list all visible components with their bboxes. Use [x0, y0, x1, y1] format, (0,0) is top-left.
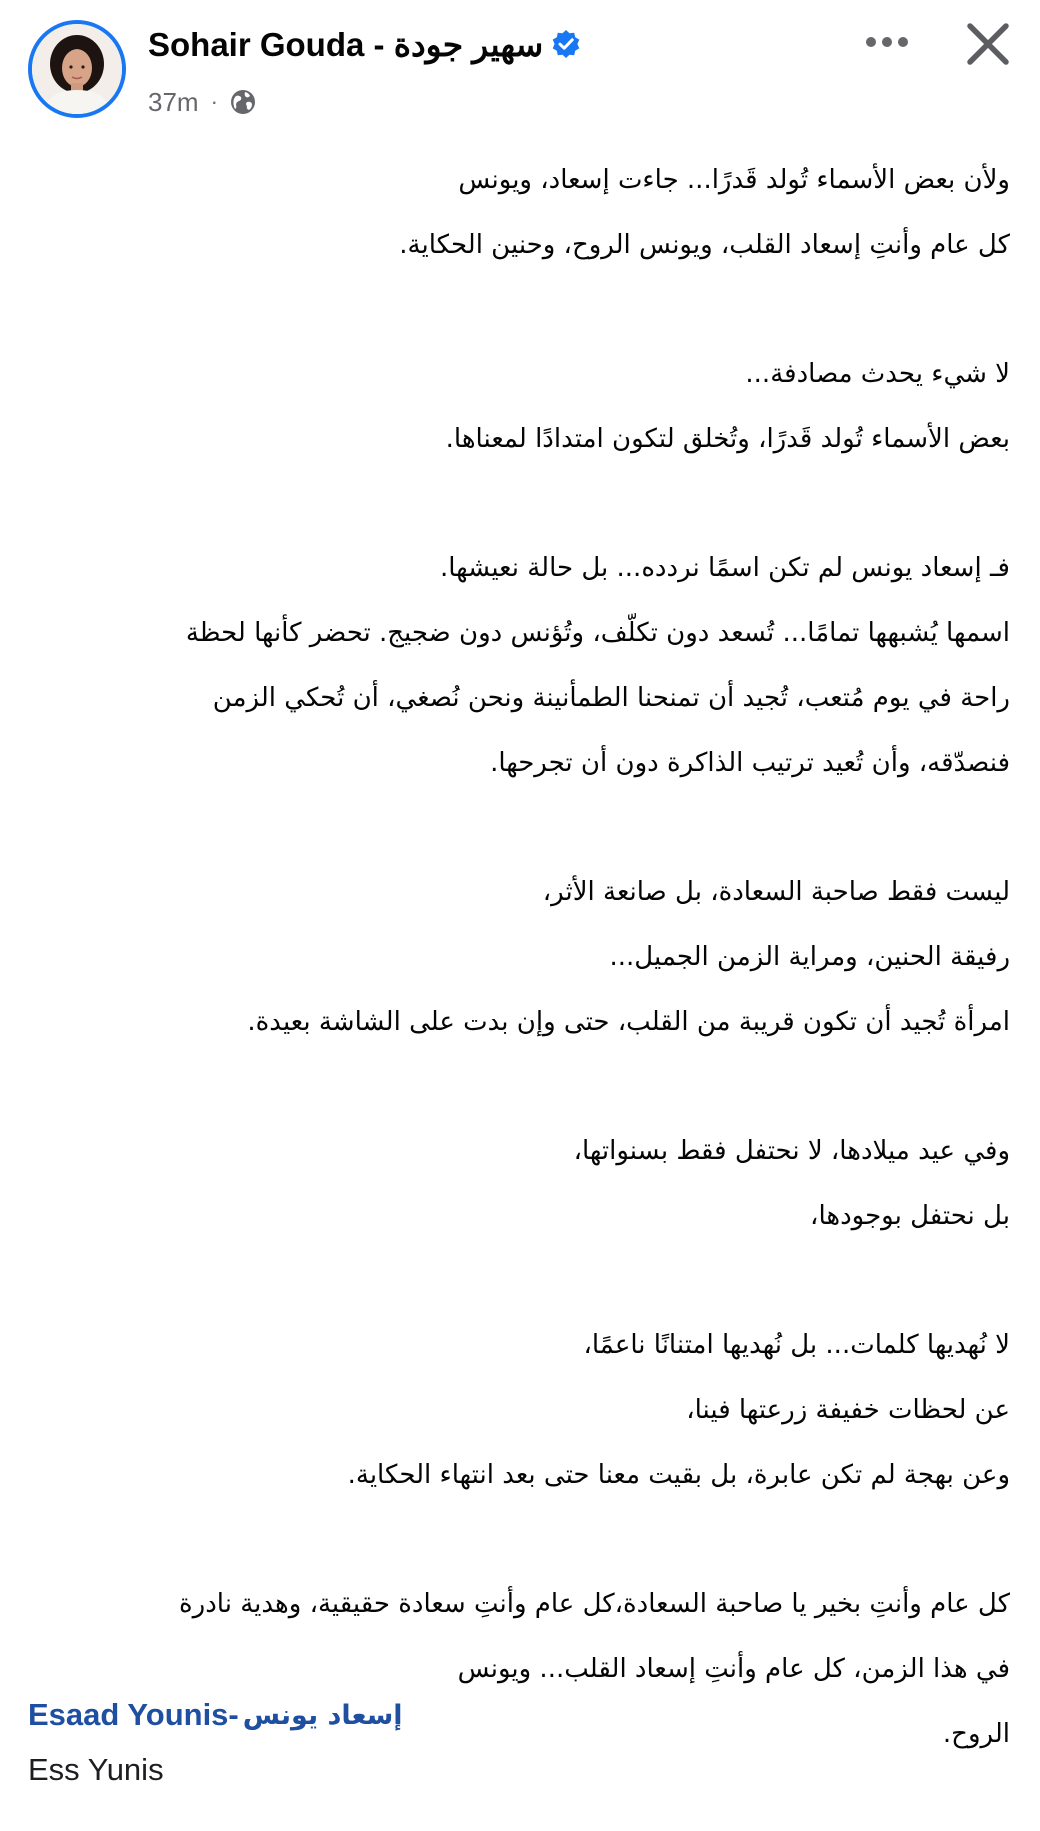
post-line: في هذا الزمن، كل عام وأنتِ إسعاد القلب... ويونس — [457, 1654, 1010, 1684]
post-timestamp[interactable]: 37m — [148, 86, 199, 117]
mention-arabic-name[interactable]: إسعاد يونس — [242, 1699, 403, 1731]
post-paragraph — [50, 148, 1010, 278]
post-line: كل عام وأنتِ بخير يا صاحبة السعادة،كل عام وأنتِ سعادة حقيقية، وهدية نادرة — [179, 1589, 1010, 1619]
post-line: وفي عيد ميلادها، لا نحتفل فقط بسنواتها، — [573, 1136, 1010, 1166]
globe-icon[interactable] — [228, 87, 258, 117]
post-line: وعن بهجة لم تكن عابرة، بل بقيت معنا حتى بعد انتهاء الحكاية. — [347, 1460, 1010, 1490]
close-icon — [966, 22, 1010, 66]
post-paragraph — [50, 342, 1010, 472]
post-line: فـ إسعاد يونس لم تكن اسمًا نردده... بل حالة نعيشها. — [439, 553, 1010, 583]
post-line: بعض الأسماء تُولد قَدرًا، وتُخلق لتكون امتدادًا لمعناها. — [445, 424, 1010, 454]
more-options-button[interactable] — [852, 18, 922, 66]
post-line: اسمها يُشبهها تمامًا... تُسعد دون تكلّف، وتُؤنس دون ضجيج. تحضر كأنها لحظة — [185, 618, 1010, 648]
author-name[interactable]: Sohair Gouda - سهير جودة — [148, 25, 544, 63]
post-line: لا شيء يحدث مصادفة... — [745, 359, 1010, 389]
profile-photo-icon — [32, 24, 122, 114]
post-paragraph — [50, 536, 1010, 796]
post-line: فنصدّقه، وأن تُعيد ترتيب الذاكرة دون أن تجرحها. — [490, 748, 1010, 778]
post-header — [0, 0, 1040, 140]
post-paragraph — [50, 1119, 1010, 1249]
post-line: ليست فقط صاحبة السعادة، بل صانعة الأثر، — [542, 877, 1010, 907]
mention-latin-name[interactable]: Esaad Younis- — [28, 1697, 239, 1732]
author-row — [148, 22, 581, 66]
author-avatar[interactable] — [28, 20, 126, 118]
post-line: رفيقة الحنين، ومراية الزمن الجميل... — [609, 942, 1010, 972]
post-line: لا نُهديها كلمات... بل نُهديها امتنانًا ناعمًا، — [583, 1330, 1010, 1360]
post-line: الروح. — [942, 1719, 1010, 1749]
verified-badge-icon — [551, 29, 581, 59]
close-button[interactable] — [958, 14, 1018, 74]
post-paragraph — [50, 1313, 1010, 1508]
post-line: كل عام وأنتِ إسعاد القلب، ويونس الروح، وحنين الحكاية. — [399, 230, 1010, 260]
post-line: ولأن بعض الأسماء تُولد قَدرًا... جاءت إسعاد، ويونس — [458, 165, 1010, 195]
post-line: عن لحظات خفيفة زرعتها فينا، — [686, 1395, 1010, 1425]
post-body — [50, 148, 1010, 1831]
mention-link[interactable] — [28, 1690, 403, 1740]
post-line: امرأة تُجيد أن تكون قريبة من القلب، حتى وإن بدت على الشاشة بعيدة. — [247, 1007, 1010, 1037]
meta-separator: · — [210, 89, 218, 114]
post-meta — [148, 84, 258, 120]
mention-handle: Ess Yunis — [28, 1752, 164, 1787]
ellipsis-icon — [865, 36, 909, 48]
post-paragraph — [50, 860, 1010, 1055]
post-line: راحة في يوم مُتعب، تُجيد أن تمنحنا الطمأنينة ونحن نُصغي، أن تُحكي الزمن — [212, 683, 1010, 713]
post-line: بل نحتفل بوجودها، — [810, 1201, 1010, 1231]
